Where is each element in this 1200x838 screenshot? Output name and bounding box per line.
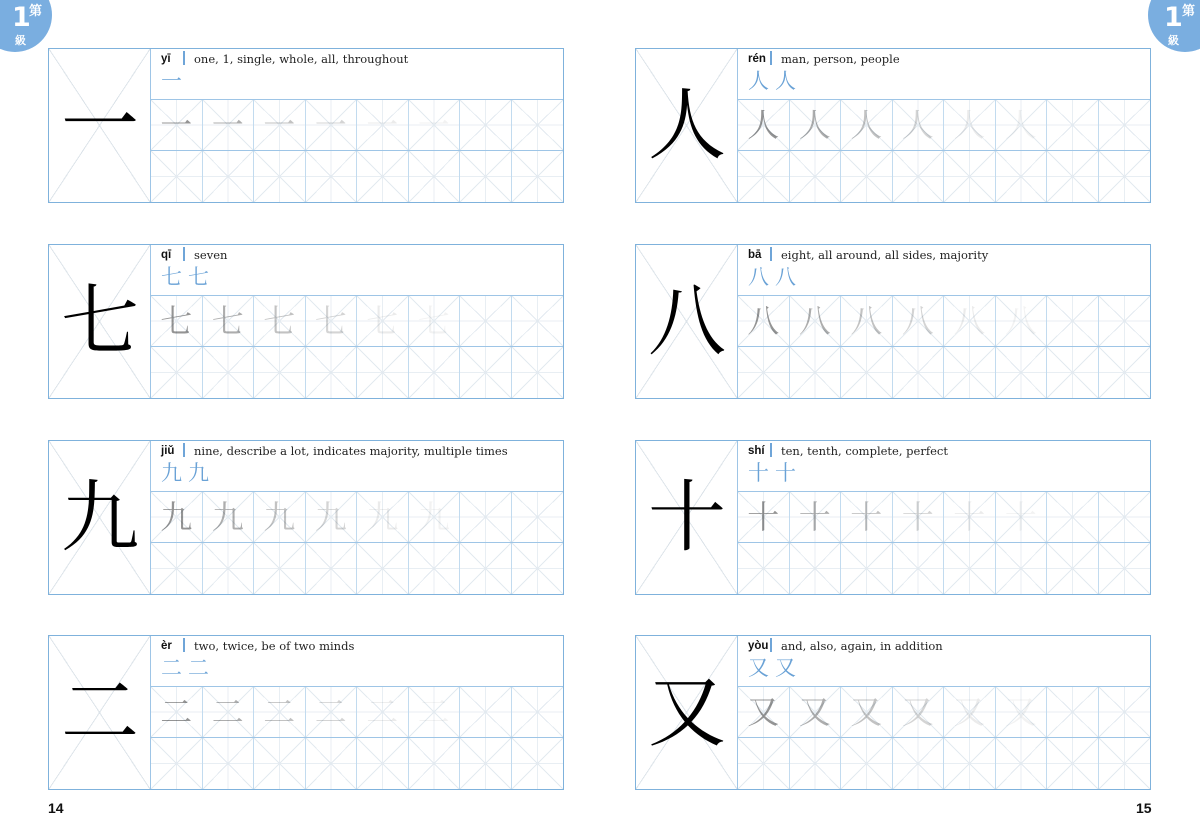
practice-cell[interactable] bbox=[203, 347, 255, 398]
meaning-text: eight, all around, all sides, majority bbox=[781, 248, 989, 262]
trace-character: 又 bbox=[747, 693, 780, 731]
tracing-cell[interactable] bbox=[306, 492, 358, 542]
tracing-cell[interactable] bbox=[512, 100, 564, 150]
practice-cell[interactable] bbox=[944, 738, 996, 789]
trace-character: 人 bbox=[901, 106, 934, 144]
practice-cell[interactable] bbox=[306, 151, 358, 202]
tracing-cell[interactable] bbox=[306, 100, 358, 150]
stroke-order-demo: 八八 bbox=[748, 265, 802, 289]
tracing-cell[interactable] bbox=[460, 100, 512, 150]
trace-character: 十 bbox=[747, 498, 780, 536]
tracing-cell[interactable] bbox=[1099, 296, 1151, 346]
tracing-cell[interactable] bbox=[841, 687, 893, 737]
tracing-cell[interactable] bbox=[460, 687, 512, 737]
trace-character: 七 bbox=[417, 302, 450, 340]
pinyin: jiǔ bbox=[161, 445, 175, 457]
pinyin-divider bbox=[183, 51, 185, 65]
tracing-cell[interactable] bbox=[357, 687, 409, 737]
pinyin-divider bbox=[183, 638, 185, 652]
practice-cell[interactable] bbox=[738, 738, 790, 789]
tracing-cell[interactable] bbox=[738, 100, 790, 150]
level-label-bottom: 級 bbox=[15, 34, 26, 47]
pinyin: bā bbox=[748, 249, 762, 261]
practice-row bbox=[151, 347, 563, 398]
model-character-cell bbox=[636, 49, 738, 202]
practice-cell[interactable] bbox=[738, 347, 790, 398]
tracing-row bbox=[738, 492, 1150, 543]
practice-cell[interactable] bbox=[841, 543, 893, 594]
tracing-row bbox=[738, 296, 1150, 347]
trace-character: 二 bbox=[417, 693, 450, 731]
model-character-cell bbox=[636, 636, 738, 789]
trace-character: 八 bbox=[747, 302, 780, 340]
practice-cell[interactable] bbox=[203, 151, 255, 202]
info-row bbox=[151, 245, 563, 296]
tracing-cell[interactable] bbox=[893, 296, 945, 346]
tracing-cell[interactable] bbox=[1047, 296, 1099, 346]
trace-character: 又 bbox=[953, 693, 986, 731]
level-label-bottom: 級 bbox=[1168, 34, 1179, 47]
practice-cell[interactable] bbox=[151, 151, 203, 202]
tracing-cell[interactable] bbox=[841, 296, 893, 346]
trace-character: 又 bbox=[850, 693, 883, 731]
practice-cell[interactable] bbox=[841, 738, 893, 789]
info-row bbox=[738, 441, 1150, 492]
tracing-cell[interactable] bbox=[203, 296, 255, 346]
model-character: 七 bbox=[60, 276, 139, 367]
tracing-cell[interactable] bbox=[254, 492, 306, 542]
tracing-cell[interactable] bbox=[460, 492, 512, 542]
practice-row bbox=[738, 738, 1150, 789]
meaning-text: man, person, people bbox=[781, 52, 900, 66]
trace-character: 人 bbox=[1004, 106, 1037, 144]
trace-character: 一 bbox=[314, 106, 347, 144]
meaning-text: nine, describe a lot, indicates majority, multiple times bbox=[194, 444, 508, 458]
practice-cell[interactable] bbox=[944, 151, 996, 202]
trace-character: 二 bbox=[314, 693, 347, 731]
practice-cell[interactable] bbox=[841, 151, 893, 202]
trace-character: 一 bbox=[211, 106, 244, 144]
character-card bbox=[635, 48, 1151, 203]
info-row bbox=[738, 49, 1150, 100]
trace-character: 八 bbox=[850, 302, 883, 340]
practice-cell[interactable] bbox=[460, 738, 512, 789]
tracing-cell[interactable] bbox=[893, 492, 945, 542]
practice-cell[interactable] bbox=[1099, 347, 1151, 398]
pinyin: èr bbox=[161, 640, 172, 652]
practice-cell[interactable] bbox=[1099, 738, 1151, 789]
tracing-cell[interactable] bbox=[1047, 492, 1099, 542]
trace-character: 十 bbox=[901, 498, 934, 536]
trace-character: 九 bbox=[314, 498, 347, 536]
practice-cell[interactable] bbox=[1099, 543, 1151, 594]
trace-character: 十 bbox=[953, 498, 986, 536]
tracing-cell[interactable] bbox=[254, 296, 306, 346]
tracing-cell[interactable] bbox=[203, 687, 255, 737]
model-character-cell bbox=[49, 636, 151, 789]
practice-cell[interactable] bbox=[790, 347, 842, 398]
tracing-cell[interactable] bbox=[151, 100, 203, 150]
meaning-text: ten, tenth, complete, perfect bbox=[781, 444, 948, 458]
tracing-cell[interactable] bbox=[996, 687, 1048, 737]
trace-character: 二 bbox=[211, 693, 244, 731]
stroke-order-demo: 二二 bbox=[161, 656, 215, 680]
practice-cell[interactable] bbox=[203, 738, 255, 789]
tracing-cell[interactable] bbox=[841, 100, 893, 150]
stroke-order-demo: 一 bbox=[161, 69, 188, 93]
practice-cell[interactable] bbox=[357, 543, 409, 594]
model-character-cell bbox=[636, 441, 738, 594]
tracing-cell[interactable] bbox=[512, 687, 564, 737]
trace-character: 七 bbox=[211, 302, 244, 340]
tracing-cell[interactable] bbox=[512, 296, 564, 346]
trace-character: 二 bbox=[160, 693, 193, 731]
practice-cell[interactable] bbox=[996, 738, 1048, 789]
pinyin-divider bbox=[183, 443, 185, 457]
model-character-cell bbox=[49, 49, 151, 202]
trace-character: 七 bbox=[263, 302, 296, 340]
tracing-cell[interactable] bbox=[460, 296, 512, 346]
tracing-cell[interactable] bbox=[1099, 100, 1151, 150]
pinyin: yī bbox=[161, 53, 171, 65]
stroke-order-demo: 七七 bbox=[161, 265, 215, 289]
practice-cell[interactable] bbox=[203, 543, 255, 594]
meaning-text: one, 1, single, whole, all, throughout bbox=[194, 52, 409, 66]
trace-character: 十 bbox=[850, 498, 883, 536]
pinyin-divider bbox=[770, 247, 772, 261]
practice-row bbox=[738, 347, 1150, 398]
trace-character: 七 bbox=[160, 302, 193, 340]
tracing-cell[interactable] bbox=[944, 687, 996, 737]
tracing-cell[interactable] bbox=[357, 492, 409, 542]
tracing-cell[interactable] bbox=[1099, 492, 1151, 542]
practice-cell[interactable] bbox=[512, 347, 564, 398]
practice-cell[interactable] bbox=[409, 347, 461, 398]
practice-cell[interactable] bbox=[790, 543, 842, 594]
trace-character: 人 bbox=[747, 106, 780, 144]
pinyin: qī bbox=[161, 249, 172, 261]
tracing-row bbox=[151, 296, 563, 347]
model-character: 十 bbox=[647, 472, 726, 563]
practice-cell[interactable] bbox=[409, 151, 461, 202]
model-character: 又 bbox=[647, 667, 726, 758]
practice-cell[interactable] bbox=[738, 151, 790, 202]
character-card bbox=[635, 635, 1151, 790]
practice-cell[interactable] bbox=[254, 151, 306, 202]
model-character: 九 bbox=[60, 472, 139, 563]
practice-cell[interactable] bbox=[1047, 738, 1099, 789]
trace-character: 九 bbox=[160, 498, 193, 536]
tracing-cell[interactable] bbox=[203, 492, 255, 542]
practice-cell[interactable] bbox=[409, 543, 461, 594]
practice-row bbox=[738, 543, 1150, 594]
tracing-cell[interactable] bbox=[254, 687, 306, 737]
trace-character: 八 bbox=[1004, 302, 1037, 340]
tracing-cell[interactable] bbox=[893, 687, 945, 737]
trace-character: 九 bbox=[263, 498, 296, 536]
trace-character: 九 bbox=[211, 498, 244, 536]
stroke-order-demo: 人人 bbox=[748, 69, 802, 93]
character-card bbox=[48, 48, 564, 203]
character-card bbox=[635, 440, 1151, 595]
tracing-cell[interactable] bbox=[409, 296, 461, 346]
tracing-cell[interactable] bbox=[996, 296, 1048, 346]
level-label-top: 第 bbox=[29, 4, 43, 19]
pinyin: shí bbox=[748, 445, 765, 457]
tracing-cell[interactable] bbox=[944, 296, 996, 346]
practice-cell[interactable] bbox=[996, 347, 1048, 398]
meaning-text: and, also, again, in addition bbox=[781, 639, 943, 653]
tracing-cell[interactable] bbox=[203, 100, 255, 150]
practice-cell[interactable] bbox=[738, 543, 790, 594]
trace-character: 一 bbox=[417, 106, 450, 144]
info-row bbox=[738, 636, 1150, 687]
trace-character: 人 bbox=[953, 106, 986, 144]
tracing-cell[interactable] bbox=[409, 100, 461, 150]
trace-character: 七 bbox=[314, 302, 347, 340]
tracing-cell[interactable] bbox=[254, 100, 306, 150]
level-number: 1 bbox=[1164, 2, 1183, 33]
practice-cell[interactable] bbox=[893, 347, 945, 398]
info-row bbox=[151, 49, 563, 100]
level-label-top: 第 bbox=[1182, 4, 1196, 19]
practice-cell[interactable] bbox=[357, 347, 409, 398]
trace-character: 一 bbox=[366, 106, 399, 144]
practice-cell[interactable] bbox=[357, 151, 409, 202]
tracing-row bbox=[738, 100, 1150, 151]
pinyin: rén bbox=[748, 53, 766, 65]
tracing-cell[interactable] bbox=[790, 492, 842, 542]
practice-cell[interactable] bbox=[790, 151, 842, 202]
model-character: 人 bbox=[647, 80, 726, 171]
practice-cell[interactable] bbox=[790, 738, 842, 789]
tracing-cell[interactable] bbox=[409, 687, 461, 737]
practice-cell[interactable] bbox=[893, 738, 945, 789]
page-number: 15 bbox=[1136, 800, 1152, 816]
practice-cell[interactable] bbox=[512, 543, 564, 594]
practice-cell[interactable] bbox=[944, 543, 996, 594]
pinyin-divider bbox=[770, 638, 772, 652]
page-number: 14 bbox=[48, 800, 64, 816]
tracing-cell[interactable] bbox=[790, 296, 842, 346]
tracing-cell[interactable] bbox=[409, 492, 461, 542]
character-card bbox=[48, 635, 564, 790]
level-badge bbox=[1148, 0, 1200, 52]
meaning-text: two, twice, be of two minds bbox=[194, 639, 355, 653]
tracing-cell[interactable] bbox=[790, 687, 842, 737]
pinyin-divider bbox=[183, 247, 185, 261]
practice-cell[interactable] bbox=[460, 543, 512, 594]
tracing-row bbox=[151, 100, 563, 151]
tracing-row bbox=[151, 492, 563, 543]
practice-cell[interactable] bbox=[409, 738, 461, 789]
model-character-cell bbox=[636, 245, 738, 398]
tracing-cell[interactable] bbox=[151, 296, 203, 346]
stroke-order-demo: 又又 bbox=[748, 656, 802, 680]
trace-character: 又 bbox=[1004, 693, 1037, 731]
trace-character: 九 bbox=[417, 498, 450, 536]
trace-character: 又 bbox=[901, 693, 934, 731]
trace-character: 十 bbox=[1004, 498, 1037, 536]
trace-character: 九 bbox=[366, 498, 399, 536]
practice-cell[interactable] bbox=[1047, 347, 1099, 398]
practice-cell[interactable] bbox=[996, 543, 1048, 594]
practice-cell[interactable] bbox=[893, 543, 945, 594]
practice-cell[interactable] bbox=[151, 543, 203, 594]
trace-character: 七 bbox=[366, 302, 399, 340]
tracing-cell[interactable] bbox=[944, 492, 996, 542]
tracing-cell[interactable] bbox=[790, 100, 842, 150]
character-card bbox=[48, 440, 564, 595]
model-character-cell bbox=[49, 245, 151, 398]
practice-cell[interactable] bbox=[306, 738, 358, 789]
model-character: 一 bbox=[60, 80, 139, 171]
trace-character: 人 bbox=[798, 106, 831, 144]
tracing-cell[interactable] bbox=[893, 100, 945, 150]
meaning-text: seven bbox=[194, 248, 228, 262]
practice-cell[interactable] bbox=[306, 347, 358, 398]
practice-cell[interactable] bbox=[254, 347, 306, 398]
character-card bbox=[48, 244, 564, 399]
practice-cell[interactable] bbox=[944, 347, 996, 398]
tracing-cell[interactable] bbox=[841, 492, 893, 542]
info-row bbox=[151, 441, 563, 492]
practice-cell[interactable] bbox=[254, 543, 306, 594]
stroke-order-demo: 九九 bbox=[161, 461, 215, 485]
practice-cell[interactable] bbox=[1047, 543, 1099, 594]
tracing-cell[interactable] bbox=[151, 492, 203, 542]
practice-row bbox=[151, 151, 563, 202]
pinyin: yòu bbox=[748, 640, 769, 652]
model-character: 八 bbox=[647, 276, 726, 367]
pinyin-divider bbox=[770, 51, 772, 65]
practice-cell[interactable] bbox=[151, 738, 203, 789]
pinyin-divider bbox=[770, 443, 772, 457]
tracing-cell[interactable] bbox=[512, 492, 564, 542]
trace-character: 八 bbox=[901, 302, 934, 340]
practice-cell[interactable] bbox=[306, 543, 358, 594]
practice-row bbox=[151, 738, 563, 789]
stroke-order-demo: 十十 bbox=[748, 461, 802, 485]
tracing-cell[interactable] bbox=[357, 100, 409, 150]
practice-row bbox=[738, 151, 1150, 202]
trace-character: 八 bbox=[798, 302, 831, 340]
tracing-cell[interactable] bbox=[996, 100, 1048, 150]
practice-cell[interactable] bbox=[254, 738, 306, 789]
practice-cell[interactable] bbox=[1047, 151, 1099, 202]
tracing-cell[interactable] bbox=[357, 296, 409, 346]
tracing-cell[interactable] bbox=[1099, 687, 1151, 737]
trace-character: 一 bbox=[160, 106, 193, 144]
tracing-cell[interactable] bbox=[1047, 100, 1099, 150]
trace-character: 人 bbox=[850, 106, 883, 144]
practice-cell[interactable] bbox=[357, 738, 409, 789]
practice-row bbox=[151, 543, 563, 594]
practice-cell[interactable] bbox=[460, 151, 512, 202]
tracing-cell[interactable] bbox=[306, 687, 358, 737]
trace-character: 十 bbox=[798, 498, 831, 536]
model-character-cell bbox=[49, 441, 151, 594]
tracing-cell[interactable] bbox=[1047, 687, 1099, 737]
model-character: 二 bbox=[60, 667, 139, 758]
tracing-cell[interactable] bbox=[738, 492, 790, 542]
trace-character: 又 bbox=[798, 693, 831, 731]
trace-character: 一 bbox=[263, 106, 296, 144]
practice-cell[interactable] bbox=[512, 738, 564, 789]
character-card bbox=[635, 244, 1151, 399]
trace-character: 二 bbox=[366, 693, 399, 731]
practice-cell[interactable] bbox=[151, 347, 203, 398]
info-row bbox=[738, 245, 1150, 296]
tracing-cell[interactable] bbox=[738, 296, 790, 346]
trace-character: 二 bbox=[263, 693, 296, 731]
practice-cell[interactable] bbox=[841, 347, 893, 398]
tracing-cell[interactable] bbox=[151, 687, 203, 737]
trace-character: 八 bbox=[953, 302, 986, 340]
tracing-cell[interactable] bbox=[738, 687, 790, 737]
info-row bbox=[151, 636, 563, 687]
practice-cell[interactable] bbox=[512, 151, 564, 202]
tracing-row bbox=[151, 687, 563, 738]
tracing-row bbox=[738, 687, 1150, 738]
level-badge bbox=[0, 0, 52, 52]
level-number: 1 bbox=[12, 2, 31, 33]
practice-cell[interactable] bbox=[893, 151, 945, 202]
practice-cell[interactable] bbox=[1099, 151, 1151, 202]
tracing-cell[interactable] bbox=[944, 100, 996, 150]
practice-cell[interactable] bbox=[460, 347, 512, 398]
practice-cell[interactable] bbox=[996, 151, 1048, 202]
tracing-cell[interactable] bbox=[996, 492, 1048, 542]
tracing-cell[interactable] bbox=[306, 296, 358, 346]
